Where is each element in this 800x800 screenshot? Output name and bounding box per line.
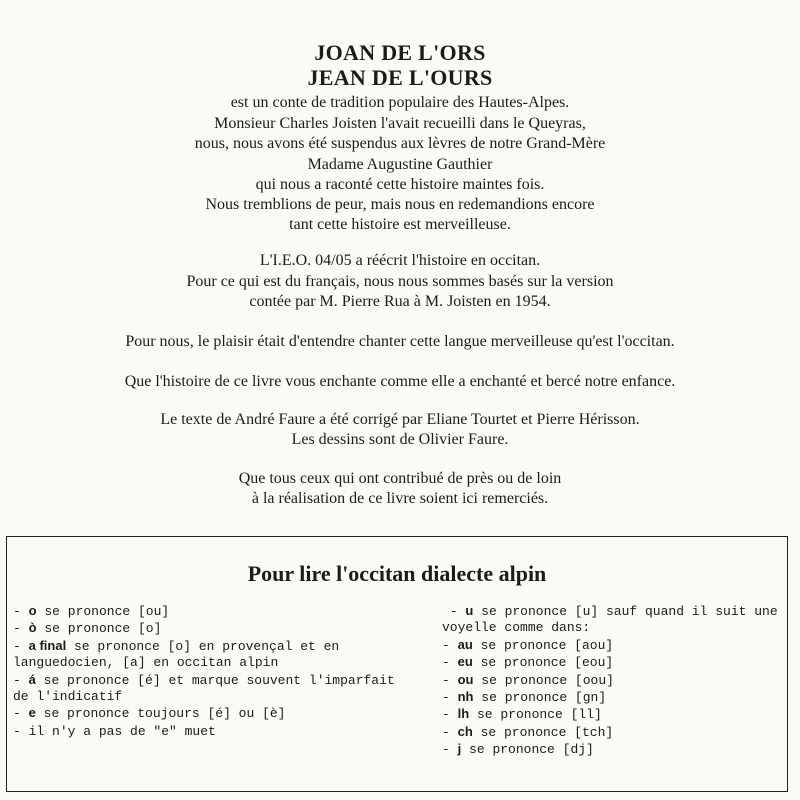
- credits-line: Les dessins sont de Olivier Faure.: [291, 431, 509, 448]
- rule-description: se prononce [ll]: [469, 707, 602, 723]
- rule-description: se prononce [tch]: [472, 724, 614, 740]
- rule-letters: ò: [28, 620, 37, 636]
- rule-letters: lh: [457, 706, 470, 722]
- rule-bullet: -: [442, 742, 458, 758]
- rule-description: se prononce [eou]: [472, 655, 614, 671]
- ieo-line: L'I.E.O. 04/05 a réécrit l'histoire en occitan.: [259, 252, 541, 269]
- pronunciation-rule: [442, 689, 784, 706]
- intro-line: tant cette histoire est merveilleuse.: [289, 216, 511, 233]
- rule-bullet: -: [442, 604, 466, 619]
- rule-bullet: -: [442, 637, 458, 653]
- rule-bullet: -: [442, 672, 458, 688]
- rule-letters: ch: [457, 723, 473, 739]
- pronunciation-rule: [13, 723, 405, 740]
- rule-bullet: -: [13, 621, 29, 637]
- rule-description: se prononce [oou]: [473, 672, 614, 688]
- thanks-line: à la réalisation de ce livre soient ici remerciés.: [251, 490, 549, 507]
- rule-bullet: -: [442, 724, 458, 740]
- pronunciation-rule: [13, 620, 405, 637]
- rule-description: se prononce [gn]: [473, 690, 607, 706]
- rule-letters: á: [28, 671, 36, 687]
- rule-description: se prononce [é] et marque souvent l'imparfait de l'indicatif: [13, 672, 403, 705]
- pronunciation-rule: [442, 724, 784, 741]
- intro-line: Monsieur Charles Joisten l'avait recueilli dans le Queyras,: [214, 115, 586, 132]
- pronunciation-rule: [442, 741, 784, 758]
- rule-letters: nh: [457, 689, 474, 705]
- rule-description: se prononce toujours [é] ou [è]: [35, 706, 286, 722]
- ieo-line: contée par M. Pierre Rua à M. Joisten en 1954.: [249, 293, 551, 310]
- intro-line: nous, nous avons été suspendus aux lèvres de notre Grand-Mère: [194, 135, 606, 152]
- rule-letters: ou: [457, 671, 474, 687]
- pronunciation-box: [6, 536, 788, 792]
- pronunciation-right-column: [442, 603, 784, 759]
- rule-bullet: -: [13, 672, 29, 688]
- rule-bullet: -: [442, 655, 458, 671]
- intro-line: Madame Augustine Gauthier: [307, 156, 493, 173]
- pronunciation-rule: [13, 705, 405, 722]
- rule-description: se prononce [o] en provençal et en languedocien, [a] en occitan alpin: [13, 638, 348, 671]
- credits-line: Le texte de André Faure a été corrigé par Eliane Tourtet et Pierre Hérisson.: [160, 411, 640, 428]
- rule-bullet: -: [13, 638, 29, 654]
- pronunciation-rule: [442, 672, 784, 689]
- rule-bullet: -: [13, 706, 29, 722]
- rule-letters: e: [28, 705, 36, 721]
- rule-description: il n'y a pas de "e" muet: [28, 723, 216, 739]
- rule-description: se prononce [u] sauf quand il suit une voyelle comme dans:: [442, 604, 786, 636]
- pronunciation-rule: [442, 637, 784, 654]
- rule-bullet: -: [442, 690, 458, 706]
- thanks-line: Que tous ceux qui ont contribué de près ou de loin: [238, 470, 562, 487]
- pronunciation-rule: [442, 706, 784, 723]
- rule-letters: eu: [457, 654, 473, 670]
- pronunciation-rule: [442, 603, 784, 637]
- pleasure-line: Pour nous, le plaisir était d'entendre chanter cette langue merveilleuse qu'est l'occitan.: [125, 333, 675, 350]
- pronunciation-rule: [13, 672, 405, 706]
- rule-letters: u: [465, 603, 474, 618]
- rule-description: se prononce [ou]: [36, 604, 170, 619]
- ieo-line: Pour ce qui est du français, nous nous sommes basés sur la version: [186, 273, 614, 290]
- rule-letters: j: [457, 741, 462, 757]
- title-french: JEAN DE L'OURS: [307, 65, 493, 90]
- wish-line: Que l'histoire de ce livre vous enchante comme elle a enchanté et bercé notre enfance.: [124, 373, 676, 390]
- intro-line: qui nous a raconté cette histoire maintes fois.: [255, 176, 545, 193]
- rule-description: se prononce [dj]: [461, 742, 594, 758]
- pronunciation-left-column: [13, 603, 405, 740]
- title-occitan: JOAN DE L'ORS: [314, 40, 486, 65]
- rule-letters: o: [28, 603, 37, 618]
- pronunciation-rule: [13, 603, 405, 620]
- intro-line: est un conte de tradition populaire des Hautes-Alpes.: [230, 94, 570, 111]
- rule-bullet: -: [13, 604, 29, 619]
- pronunciation-rule: [13, 638, 405, 672]
- rule-letters: au: [457, 636, 473, 652]
- rule-bullet: -: [13, 723, 29, 739]
- pronunciation-rule: [442, 654, 784, 671]
- pronunciation-title: Pour lire l'occitan dialecte alpin: [247, 561, 547, 586]
- intro-line: Nous tremblions de peur, mais nous en redemandions encore: [205, 196, 595, 213]
- rule-bullet: -: [442, 707, 458, 723]
- rule-letters: a final: [28, 637, 67, 653]
- rule-description: se prononce [aou]: [472, 637, 614, 653]
- rule-description: se prononce [o]: [36, 621, 162, 637]
